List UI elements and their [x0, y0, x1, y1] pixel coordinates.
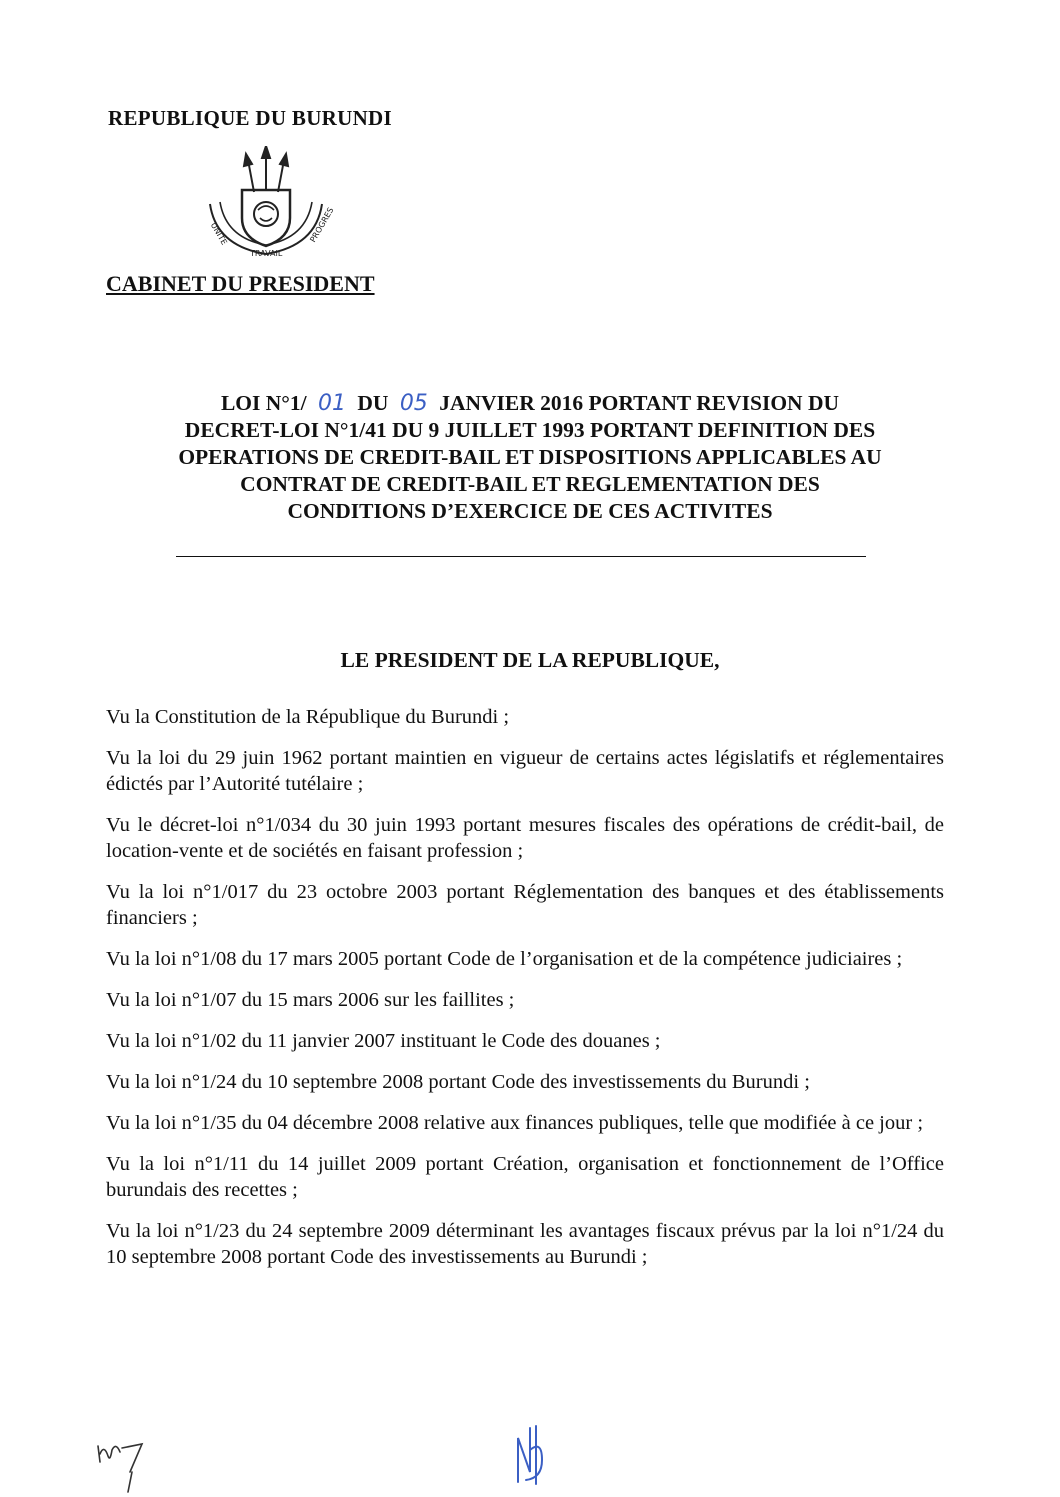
handwritten-law-number: 01	[318, 391, 346, 416]
vu-item: Vu le décret-loi n°1/034 du 30 juin 1993 portant mesures fiscales des opérations de crédit-bail, de location-vente et de sociétés en faisant profession ;	[106, 814, 944, 862]
law-title	[110, 390, 950, 525]
title-line-2: DECRET-LOI N°1/41 DU 9 JUILLET 1993 PORTANT DEFINITION DES	[184, 418, 876, 442]
title-divider	[176, 556, 866, 557]
vu-item: Vu la loi n°1/35 du 04 décembre 2008 relative aux finances publiques, telle que modifiée à ce jour ;	[106, 1112, 924, 1134]
handwritten-initials-left	[92, 1432, 156, 1494]
president-heading: LE PRESIDENT DE LA REPUBLIQUE,	[340, 648, 720, 672]
country-header: REPUBLIQUE DU BURUNDI	[108, 106, 392, 130]
title-line-4: CONTRAT DE CREDIT-BAIL ET REGLEMENTATION DES	[240, 472, 820, 496]
vu-item: Vu la loi du 29 juin 1962 portant maintien en vigueur de certains actes législatifs et réglementaires édictés par l’Autorité tutélaire ;	[106, 747, 944, 795]
title-line-3: OPERATIONS DE CREDIT-BAIL ET DISPOSITIONS APPLICABLES AU	[178, 445, 882, 469]
cabinet-header: CABINET DU PRESIDENT	[106, 271, 375, 296]
title-line-1	[110, 390, 950, 417]
title-line-5: CONDITIONS D’EXERCICE DE CES ACTIVITES	[287, 499, 773, 523]
title-du: DU	[357, 391, 389, 415]
vu-item: Vu la loi n°1/08 du 17 mars 2005 portant Code de l’organisation et de la compétence judiciaires ;	[106, 948, 903, 970]
title-prefix: LOI N°1/	[220, 391, 307, 415]
handwritten-initials-center	[512, 1420, 548, 1490]
title-line1-rest: JANVIER 2016 PORTANT REVISION DU	[439, 391, 840, 415]
vu-item: Vu la loi n°1/11 du 14 juillet 2009 portant Création, organisation et fonctionnement de l’Office burundais des recettes ;	[106, 1153, 944, 1201]
vu-item: Vu la Constitution de la République du Burundi ;	[106, 706, 510, 728]
vu-item: Vu la loi n°1/23 du 24 septembre 2009 déterminant les avantages fiscaux prévus par la loi n°1/24 du 10 septembre 2008 portant Code des investissements au Burundi ;	[106, 1220, 944, 1268]
svg-text:TRAVAIL: TRAVAIL	[250, 249, 283, 258]
coat-of-arms-emblem	[196, 146, 336, 258]
svg-text:UNITE: UNITE	[208, 221, 229, 247]
vu-item: Vu la loi n°1/24 du 10 septembre 2008 portant Code des investissements du Burundi ;	[106, 1071, 810, 1093]
vu-item: Vu la loi n°1/02 du 11 janvier 2007 instituant le Code des douanes ;	[106, 1030, 661, 1052]
handwritten-day: 05	[399, 391, 428, 416]
vu-item: Vu la loi n°1/017 du 23 octobre 2003 portant Réglementation des banques et des établissements financiers ;	[106, 881, 944, 929]
vu-item: Vu la loi n°1/07 du 15 mars 2006 sur les faillites ;	[106, 989, 515, 1011]
vu-considerations-list	[106, 704, 944, 1285]
svg-text:PROGRES: PROGRES	[308, 206, 336, 244]
